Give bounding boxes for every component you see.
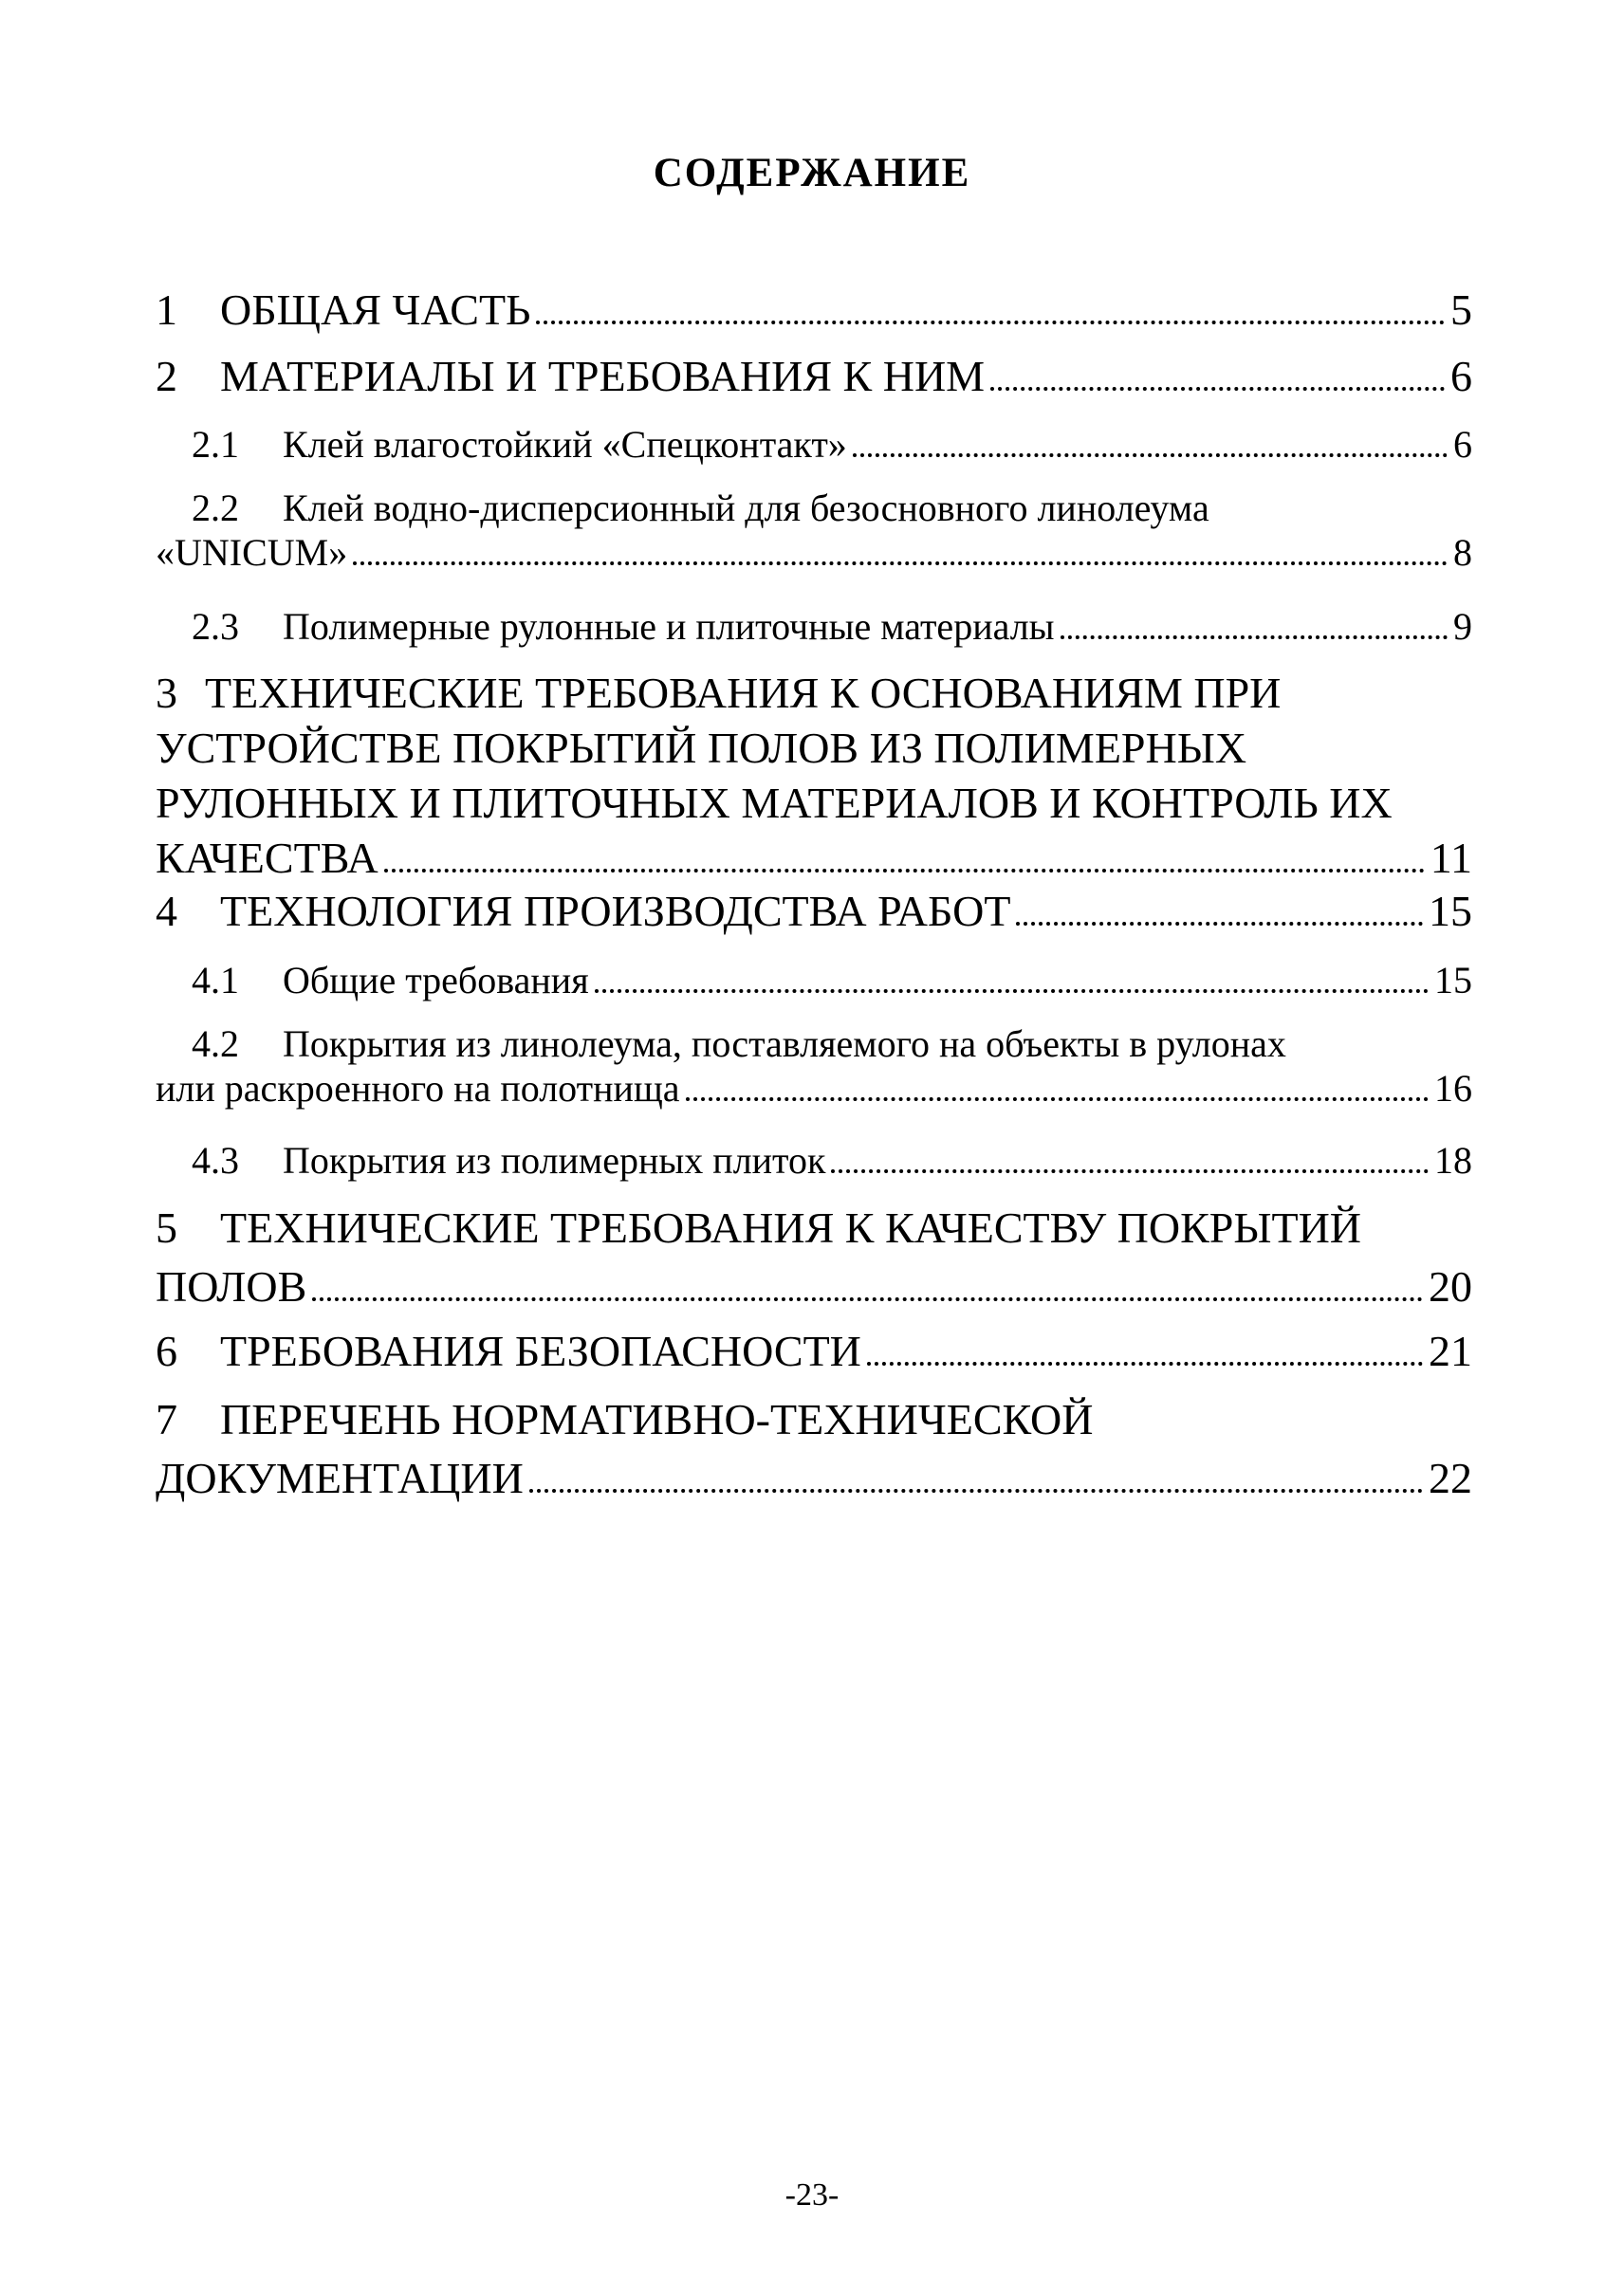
toc-title: ТЕХНОЛОГИЯ ПРОИЗВОДСТВА РАБОТ [220,887,1011,935]
toc-entry-5[interactable] [156,1199,1472,1316]
toc-entry-4-2[interactable] [156,1021,1472,1111]
toc-entry-2-1[interactable] [156,422,1472,467]
dot-leader [990,387,1445,391]
toc-title-line-1: Покрытия из линолеума, поставляемого на объекты в рулонах [283,1022,1286,1065]
dot-leader [853,453,1448,457]
toc-number: 4.2 [192,1022,239,1065]
dot-leader [1061,635,1448,639]
toc-title: Полимерные рулонные и плиточные материалы [283,605,1055,648]
toc-title-line-3: РУЛОННЫХ И ПЛИТОЧНЫХ МАТЕРИАЛОВ И КОНТРОЛЬ ИХ [156,779,1393,827]
toc-page-number: 9 [1453,605,1472,648]
toc-page-number: 16 [1434,1067,1472,1110]
toc-number: 2 [156,352,177,400]
toc-title: Покрытия из полимерных плиток [283,1139,826,1182]
toc-entry-7[interactable] [156,1390,1472,1508]
toc-title: ТРЕБОВАНИЯ БЕЗОПАСНОСТИ [220,1327,861,1375]
toc-entry-4-1[interactable] [156,958,1472,1002]
dot-leader [595,989,1429,993]
toc-page-number: 11 [1430,834,1472,882]
dot-leader [353,561,1448,565]
toc-title: ОБЩАЯ ЧАСТЬ [220,285,531,334]
toc-number: 2.2 [192,487,239,529]
toc-title-line-2: или раскроенного на полотнища [156,1067,680,1110]
toc-title-line-1: ТЕХНИЧЕСКИЕ ТРЕБОВАНИЯ К ОСНОВАНИЯМ ПРИ [205,669,1282,717]
toc-page-number: 18 [1434,1139,1472,1182]
toc-number: 2.1 [192,423,239,466]
toc-entry-2[interactable] [156,351,1472,401]
toc-page-number: 15 [1434,959,1472,1001]
page-number-footer: -23- [784,2177,840,2213]
toc-title-line-2: «UNICUM» [156,531,348,574]
toc-page-number: 20 [1429,1262,1472,1311]
toc-entry-4[interactable] [156,886,1472,936]
toc-number: 5 [156,1203,177,1252]
toc-page-number: 5 [1450,285,1472,334]
toc-page-number: 8 [1453,531,1472,574]
dot-leader [686,1097,1430,1101]
toc-title-line-2: УСТРОЙСТВЕ ПОКРЫТИЙ ПОЛОВ ИЗ ПОЛИМЕРНЫХ [156,724,1247,772]
toc-page-number: 6 [1453,423,1472,466]
toc-page-number: 6 [1450,352,1472,400]
toc-title-line-4: КАЧЕСТВА [156,834,378,882]
toc-number: 1 [156,285,177,334]
toc-number: 3 [156,669,177,717]
toc-title-line-2: ПОЛОВ [156,1262,307,1311]
toc-entry-3[interactable] [156,666,1472,886]
toc-page-number: 15 [1429,887,1472,935]
dot-leader [1016,922,1423,926]
toc-number: 4.3 [192,1139,239,1182]
toc-number: 6 [156,1327,177,1375]
toc-title: МАТЕРИАЛЫ И ТРЕБОВАНИЯ К НИМ [220,352,986,400]
toc-entry-4-3[interactable] [156,1138,1472,1183]
dot-leader [867,1362,1423,1366]
toc-entry-6[interactable] [156,1326,1472,1376]
toc-title: Клей влагостойкий «Спецконтакт» [283,423,847,466]
toc-entry-2-2[interactable] [156,486,1472,575]
dot-leader [831,1169,1429,1173]
dot-leader [312,1297,1423,1301]
toc-number: 4.1 [192,959,239,1001]
dot-leader [384,869,1425,872]
toc-entry-1[interactable] [156,285,1472,335]
toc-page-number: 22 [1429,1454,1472,1502]
toc-number: 7 [156,1395,177,1443]
toc-number: 2.3 [192,605,239,648]
page-title: СОДЕРЖАНИЕ [653,151,971,195]
dot-leader [529,1489,1423,1493]
toc-entry-2-3[interactable] [156,604,1472,649]
toc-page-number: 21 [1429,1327,1472,1375]
toc-number: 4 [156,887,177,935]
toc-title-line-1: ТЕХНИЧЕСКИЕ ТРЕБОВАНИЯ К КАЧЕСТВУ ПОКРЫТИЙ [220,1203,1362,1252]
toc-title-line-1: Клей водно-дисперсионный для безосновного линолеума [283,487,1209,529]
dot-leader [536,321,1445,324]
toc-title: Общие требования [283,959,589,1001]
toc-title-line-2: ДОКУМЕНТАЦИИ [156,1454,524,1502]
toc-title-line-1: ПЕРЕЧЕНЬ НОРМАТИВНО-ТЕХНИЧЕСКОЙ [220,1395,1094,1443]
